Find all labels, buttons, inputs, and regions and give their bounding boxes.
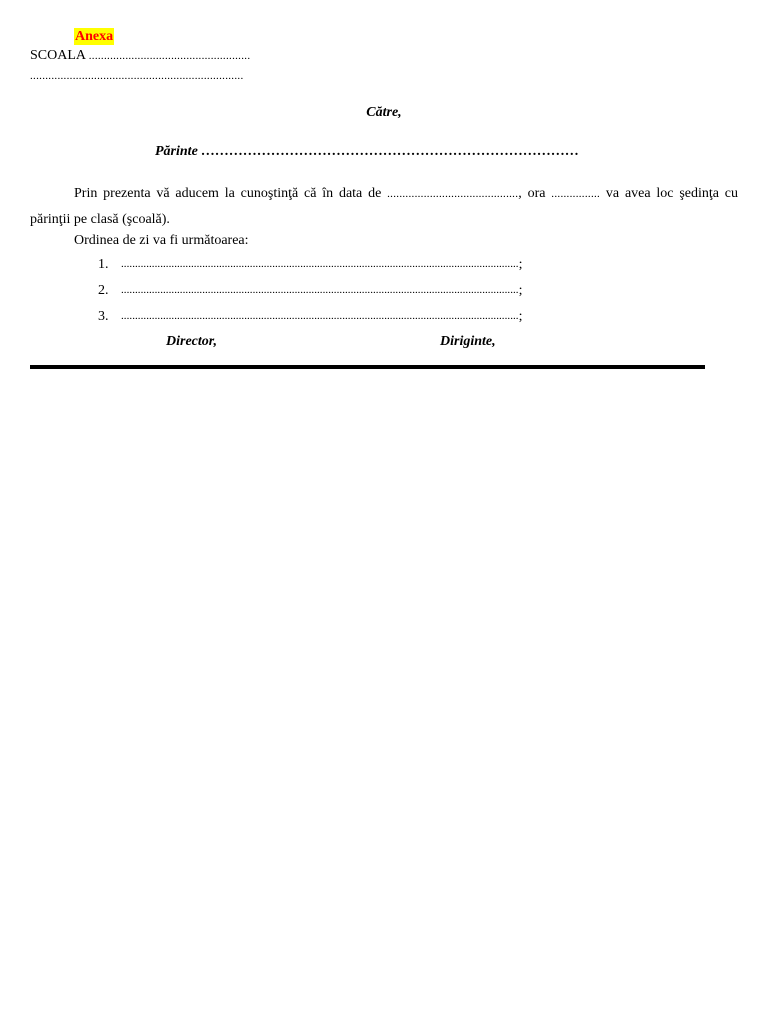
agenda-item-dots: .............................................................................................................................................. xyxy=(121,258,519,270)
diriginte-signature: Diriginte, xyxy=(440,334,496,349)
agenda-item-dots: .............................................................................................................................................. xyxy=(121,284,519,296)
agenda-item-dots: .............................................................................................................................................. xyxy=(121,310,519,322)
school-second-dots: ...................................................................... xyxy=(30,70,244,82)
parent-label: Părinte xyxy=(155,144,198,159)
agenda-intro: Ordinea de zi va fi următoarea: xyxy=(74,233,249,248)
agenda-item-end: ; xyxy=(518,283,523,298)
school-line xyxy=(30,47,250,65)
agenda-item-end: ; xyxy=(518,257,523,272)
agenda-list xyxy=(98,256,523,334)
director-signature: Director, xyxy=(166,334,217,349)
agenda-item-number: 3. xyxy=(98,309,109,324)
school-dots: ..................................................... xyxy=(88,50,251,62)
agenda-item-end: ; xyxy=(518,309,523,324)
agenda-item xyxy=(98,256,523,282)
parent-line xyxy=(155,143,579,160)
notice-text-part2: , ora xyxy=(518,186,546,201)
parent-dots: ……………………………………………………………………… xyxy=(201,144,580,159)
school-second-line xyxy=(30,67,244,85)
time-dots: ................ xyxy=(551,188,601,200)
recipient-heading: Către, xyxy=(366,105,402,120)
separator-rule xyxy=(30,365,705,369)
agenda-item-number: 1. xyxy=(98,257,109,272)
date-dots: ........................................... xyxy=(387,188,519,200)
notice-text-part3: va avea loc şedinţa cu părinţii pe clasă (şcoală). xyxy=(30,186,738,227)
school-label: SCOALA xyxy=(30,48,86,63)
notice-text-part1: Prin prezenta vă aducem la cunoştinţă că în data de xyxy=(74,186,382,201)
annex-label: Anexa xyxy=(75,29,114,44)
agenda-item-number: 2. xyxy=(98,283,109,298)
agenda-item xyxy=(98,308,523,334)
notice-paragraph xyxy=(30,181,738,233)
agenda-item xyxy=(98,282,523,308)
